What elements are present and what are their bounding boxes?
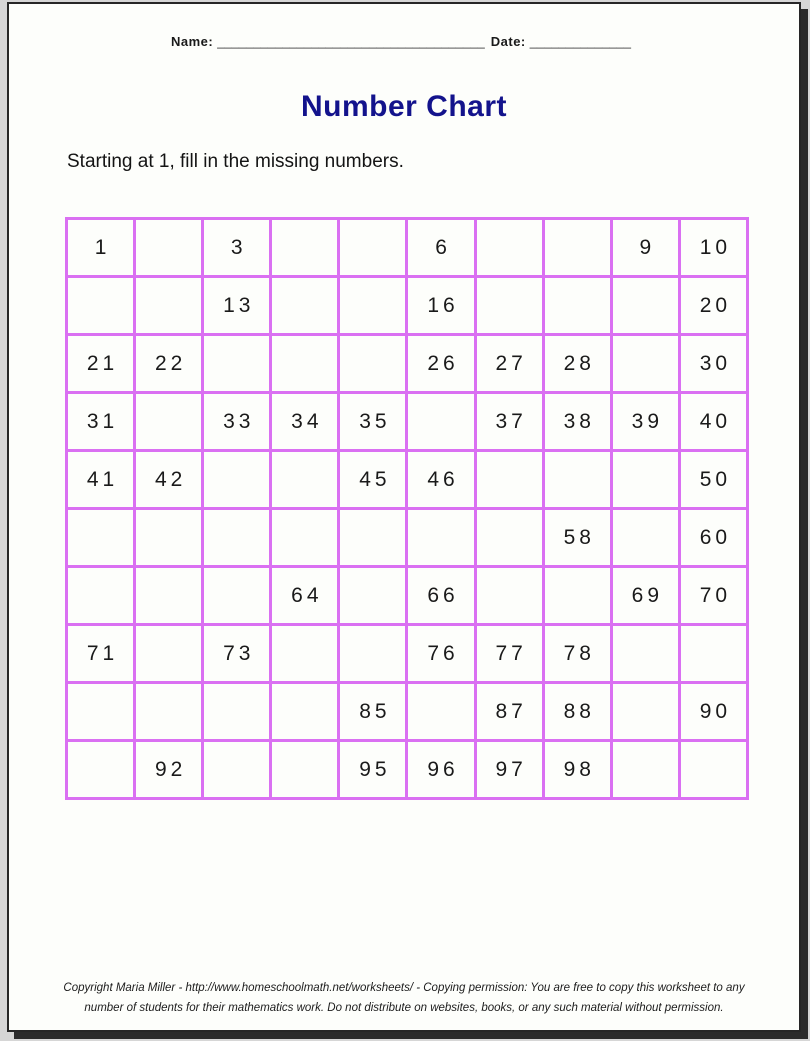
grid-cell-blank[interactable] [613, 336, 678, 391]
grid-cell: 9 [613, 220, 678, 275]
date-fill-line[interactable]: ______________ [529, 34, 631, 49]
grid-cell-blank[interactable] [272, 336, 337, 391]
grid-cell: 41 [68, 452, 133, 507]
grid-cell-blank[interactable] [136, 510, 201, 565]
grid-cell-blank[interactable] [272, 684, 337, 739]
grid-cell: 50 [681, 452, 746, 507]
grid-cell-blank[interactable] [408, 394, 473, 449]
grid-cell-blank[interactable] [204, 684, 269, 739]
grid-cell-blank[interactable] [204, 742, 269, 797]
grid-cell-blank[interactable] [68, 568, 133, 623]
grid-cell-blank[interactable] [545, 568, 610, 623]
grid-cell: 13 [204, 278, 269, 333]
grid-cell: 87 [477, 684, 542, 739]
grid-cell-blank[interactable] [681, 626, 746, 681]
grid-cell-blank[interactable] [681, 742, 746, 797]
grid-cell: 16 [408, 278, 473, 333]
grid-cell-blank[interactable] [408, 510, 473, 565]
grid-cell: 27 [477, 336, 542, 391]
name-date-header [9, 4, 799, 49]
grid-cell-blank[interactable] [545, 452, 610, 507]
grid-cell: 37 [477, 394, 542, 449]
grid-cell-blank[interactable] [613, 684, 678, 739]
grid-cell-blank[interactable] [68, 278, 133, 333]
grid-cell: 96 [408, 742, 473, 797]
grid-cell-blank[interactable] [477, 220, 542, 275]
grid-cell-blank[interactable] [204, 452, 269, 507]
grid-cell: 3 [204, 220, 269, 275]
grid-cell: 22 [136, 336, 201, 391]
grid-cell: 6 [408, 220, 473, 275]
grid-cell-blank[interactable] [272, 220, 337, 275]
grid-cell-blank[interactable] [68, 742, 133, 797]
grid-cell-blank[interactable] [68, 684, 133, 739]
grid-cell-blank[interactable] [272, 452, 337, 507]
name-label: Name: [170, 34, 214, 49]
grid-cell-blank[interactable] [136, 684, 201, 739]
grid-cell: 33 [204, 394, 269, 449]
grid-cell: 45 [340, 452, 405, 507]
grid-cell-blank[interactable] [204, 568, 269, 623]
grid-cell: 64 [272, 568, 337, 623]
grid-cell-blank[interactable] [545, 220, 610, 275]
grid-cell: 40 [681, 394, 746, 449]
grid-cell: 97 [477, 742, 542, 797]
grid-cell-blank[interactable] [613, 452, 678, 507]
grid-cell-blank[interactable] [272, 278, 337, 333]
grid-cell: 38 [545, 394, 610, 449]
grid-cell: 70 [681, 568, 746, 623]
grid-cell-blank[interactable] [136, 568, 201, 623]
grid-cell-blank[interactable] [613, 742, 678, 797]
grid-cell-blank[interactable] [272, 626, 337, 681]
grid-cell: 77 [477, 626, 542, 681]
grid-cell-blank[interactable] [340, 220, 405, 275]
copyright-line-2: number of students for their mathematics work. Do not distribute on websites, books, or any such material without permission. [84, 1001, 724, 1014]
grid-cell-blank[interactable] [545, 278, 610, 333]
grid-cell-blank[interactable] [477, 510, 542, 565]
grid-cell-blank[interactable] [272, 510, 337, 565]
grid-cell-blank[interactable] [340, 336, 405, 391]
grid-cell: 78 [545, 626, 610, 681]
grid-cell: 60 [681, 510, 746, 565]
grid-cell: 30 [681, 336, 746, 391]
grid-cell-blank[interactable] [340, 626, 405, 681]
grid-cell-blank[interactable] [272, 742, 337, 797]
grid-cell-blank[interactable] [477, 278, 542, 333]
grid-cell: 88 [545, 684, 610, 739]
grid-cell-blank[interactable] [408, 684, 473, 739]
grid-cell: 71 [68, 626, 133, 681]
grid-cell-blank[interactable] [477, 452, 542, 507]
grid-cell: 69 [613, 568, 678, 623]
grid-cell-blank[interactable] [136, 626, 201, 681]
grid-cell: 90 [681, 684, 746, 739]
grid-cell-blank[interactable] [340, 278, 405, 333]
grid-cell: 92 [136, 742, 201, 797]
grid-cell: 34 [272, 394, 337, 449]
grid-cell: 85 [340, 684, 405, 739]
grid-cell: 1 [68, 220, 133, 275]
page-title: Number Chart [300, 90, 508, 123]
grid-cell: 42 [136, 452, 201, 507]
grid-cell-blank[interactable] [613, 626, 678, 681]
grid-cell-blank[interactable] [340, 510, 405, 565]
grid-cell-blank[interactable] [136, 278, 201, 333]
grid-cell-blank[interactable] [613, 510, 678, 565]
grid-cell: 35 [340, 394, 405, 449]
grid-cell: 31 [68, 394, 133, 449]
grid-cell-blank[interactable] [613, 278, 678, 333]
grid-cell-blank[interactable] [136, 394, 201, 449]
grid-cell-blank[interactable] [136, 220, 201, 275]
date-label: Date: [490, 34, 526, 49]
grid-cell-blank[interactable] [204, 510, 269, 565]
grid-cell: 58 [545, 510, 610, 565]
instruction-text: Starting at 1, fill in the missing numbers. [67, 151, 404, 172]
grid-cell: 20 [681, 278, 746, 333]
grid-cell-blank[interactable] [204, 336, 269, 391]
worksheet-page [7, 2, 801, 1032]
copyright-footer [9, 978, 799, 1018]
grid-cell: 10 [681, 220, 746, 275]
grid-cell: 76 [408, 626, 473, 681]
grid-cell: 95 [340, 742, 405, 797]
grid-cell-blank[interactable] [477, 568, 542, 623]
grid-cell: 26 [408, 336, 473, 391]
grid-cell: 46 [408, 452, 473, 507]
grid-cell: 73 [204, 626, 269, 681]
grid-cell-blank[interactable] [340, 568, 405, 623]
grid-cell: 98 [545, 742, 610, 797]
name-fill-line[interactable]: _____________________________________ [217, 34, 485, 49]
grid-cell: 39 [613, 394, 678, 449]
grid-cell: 21 [68, 336, 133, 391]
grid-cell: 28 [545, 336, 610, 391]
grid-cell-blank[interactable] [68, 510, 133, 565]
number-grid [65, 217, 749, 800]
grid-cell: 66 [408, 568, 473, 623]
copyright-line-1: Copyright Maria Miller - http://www.homeschoolmath.net/worksheets/ - Copying permission: You are free to copy this worksheet to any [63, 981, 745, 994]
